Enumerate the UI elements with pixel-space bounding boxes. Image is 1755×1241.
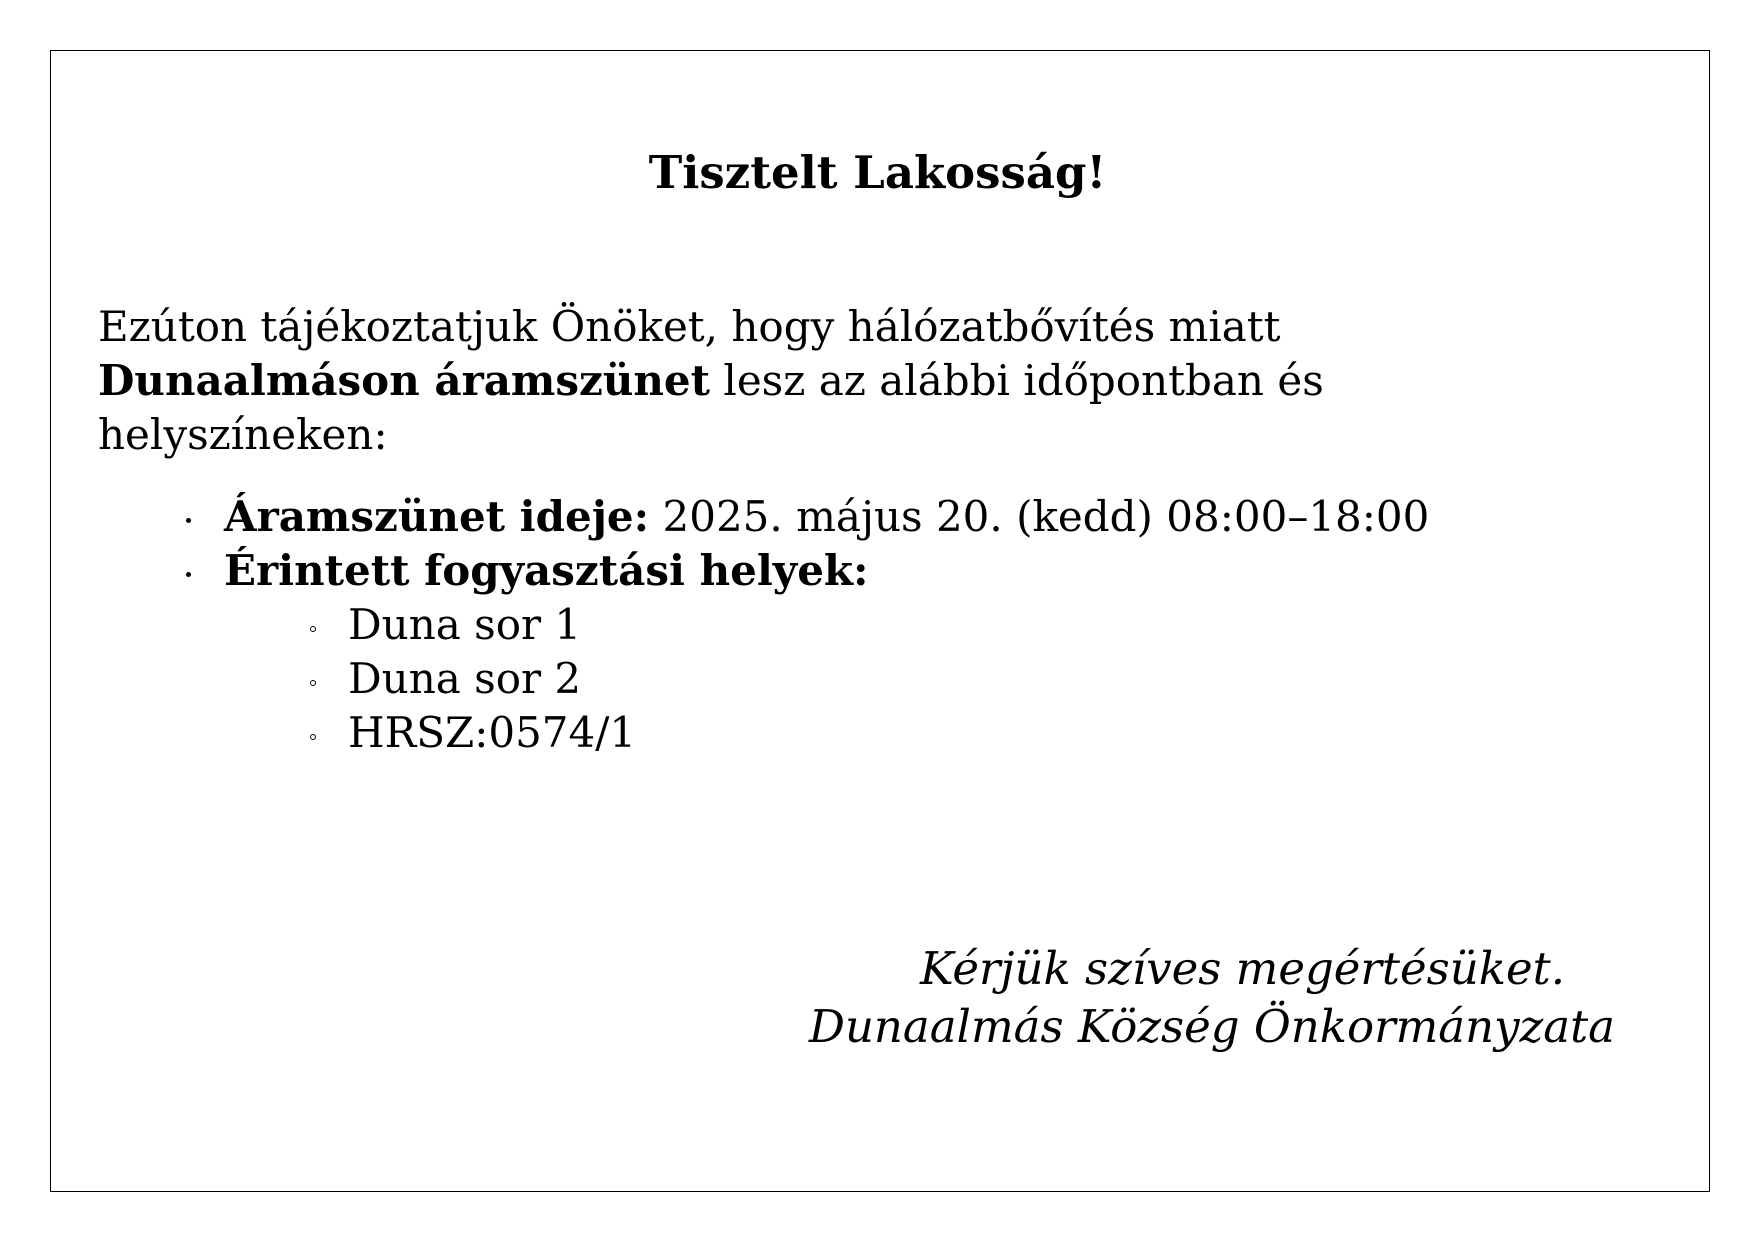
intro-paragraph — [98, 300, 1598, 462]
list-item-affected-places — [98, 544, 1598, 598]
outage-time-label: Áramszünet ideje: — [224, 492, 650, 541]
affected-places-label: Érintett fogyasztási helyek: — [224, 546, 869, 595]
list-item-place — [98, 598, 1598, 652]
outage-time-value: 2025. május 20. (kedd) 08:00–18:00 — [649, 492, 1430, 541]
circle-bullet-icon — [310, 626, 316, 632]
list-item-outage-time — [98, 490, 1598, 544]
bullet-icon — [186, 518, 191, 523]
intro-highlight: Dunaalmáson áramszünet — [98, 356, 711, 405]
list-item-place — [98, 652, 1598, 706]
list-item-place — [98, 706, 1598, 760]
intro-line-2-rest: lesz az alábbi időpontban és — [710, 356, 1324, 405]
circle-bullet-icon — [310, 734, 316, 740]
signature-line: Dunaalmás Község Önkormányzata — [808, 1000, 1615, 1053]
circle-bullet-icon — [310, 680, 316, 686]
closing-line: Kérjük szíves megértésüket. — [919, 942, 1565, 995]
intro-line-2 — [98, 354, 1598, 408]
closing-signature — [809, 940, 1615, 1056]
intro-line-1: Ezúton tájékoztatjuk Önöket, hogy hálózatbővítés miatt — [98, 302, 1281, 351]
notice-title: Tisztelt Lakosság! — [648, 146, 1107, 199]
place-name: Duna sor 2 — [348, 654, 582, 703]
place-name: HRSZ:0574/1 — [348, 708, 637, 757]
place-name: Duna sor 1 — [348, 600, 582, 649]
bullet-icon — [186, 572, 191, 577]
intro-line-3: helyszíneken: — [98, 410, 388, 459]
details-list — [98, 490, 1598, 760]
